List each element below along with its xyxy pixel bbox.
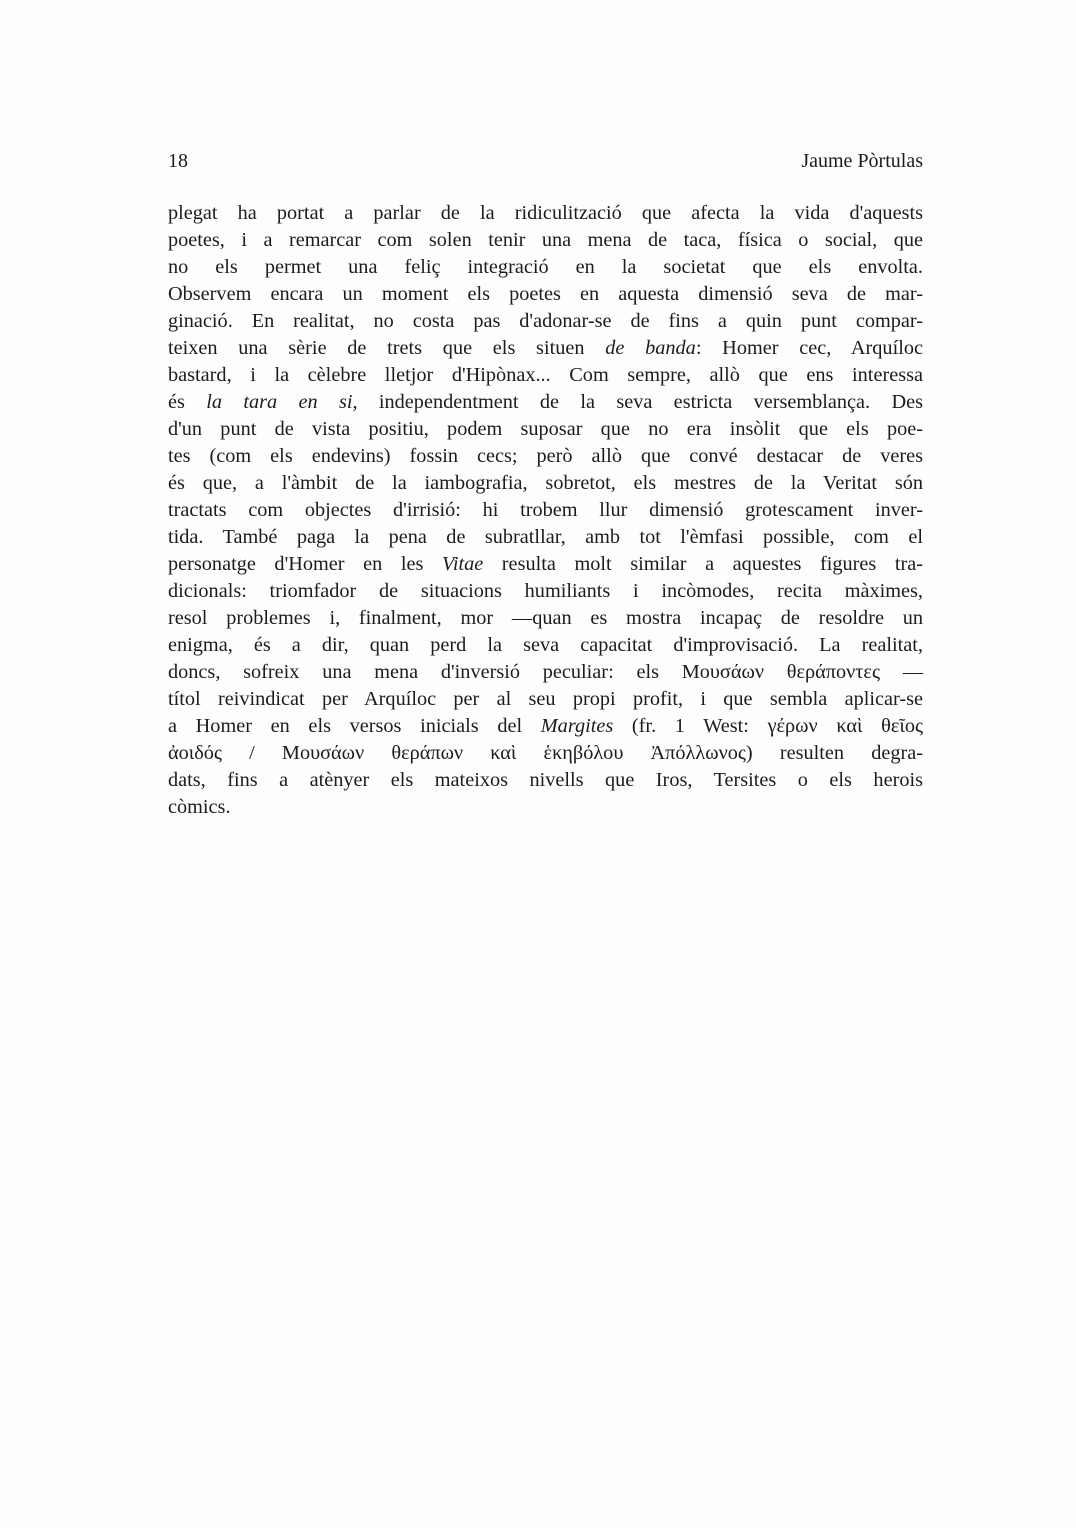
- text-segment: dats, fins a atènyer els mateixos nivells que Iros, Tersites o els herois: [168, 769, 923, 791]
- text-line: [168, 794, 923, 821]
- text-segment: a Homer en els versos inicials del: [168, 715, 541, 737]
- italic-text: la tara en si: [206, 391, 353, 413]
- text-line: [168, 578, 923, 605]
- text-segment: tes (com els endevins) fossin cecs; però allò que convé destacar de veres: [168, 445, 923, 467]
- text-line: [168, 632, 923, 659]
- text-segment: resulta molt similar a aquestes figures tra-: [483, 553, 923, 575]
- text-line: [168, 362, 923, 389]
- text-line: [168, 335, 923, 362]
- text-line: [168, 200, 923, 227]
- page-number: 18: [168, 150, 188, 172]
- text-segment: tractats com objectes d'irrisió: hi trobem llur dimensió grotescament inver-: [168, 499, 923, 521]
- running-title: Jaume Pòrtulas: [801, 150, 923, 172]
- text-segment: personatge d'Homer en les: [168, 553, 442, 575]
- text-segment: resol problemes i, finalment, mor —quan es mostra incapaç de resoldre un: [168, 607, 923, 629]
- text-line: [168, 686, 923, 713]
- text-segment: títol reivindicat per Arquíloc per al seu propi profit, i que sembla aplicar-se: [168, 688, 923, 710]
- text-segment: és que, a l'àmbit de la iambografia, sobretot, els mestres de la Veritat són: [168, 472, 923, 494]
- text-line: [168, 659, 923, 686]
- italic-text: Margites: [540, 715, 614, 737]
- text-segment: còmics.: [168, 796, 231, 818]
- text-line: [168, 389, 923, 416]
- text-segment: : Homer cec, Arquíloc: [695, 337, 923, 359]
- text-segment: (fr. 1 West: γέρων καὶ θεῖος: [613, 715, 923, 737]
- body-paragraph: [168, 200, 923, 821]
- italic-text: Vitae: [441, 553, 484, 575]
- text-segment: plegat ha portat a parlar de la ridiculització que afecta la vida d'aquests: [168, 202, 923, 224]
- text-segment: dicionals: triomfador de situacions humiliants i incòmodes, recita màximes,: [168, 580, 923, 602]
- text-segment: teixen una sèrie de trets que els situen: [168, 337, 606, 359]
- text-segment: ἀοιδός / Μουσάων θεράπων καὶ ἑκηβόλου Ἀπόλλωνος) resulten degra-: [168, 742, 923, 764]
- text-line: [168, 740, 923, 767]
- running-head: [168, 150, 923, 178]
- text-line: [168, 308, 923, 335]
- text-segment: Observem encara un moment els poetes en aquesta dimensió seva de mar-: [168, 283, 923, 305]
- text-line: [168, 416, 923, 443]
- italic-text: de banda: [605, 337, 696, 359]
- text-segment: d'un punt de vista positiu, podem suposar que no era insòlit que els poe-: [168, 418, 923, 440]
- text-line: [168, 497, 923, 524]
- text-segment: no els permet una feliç integració en la societat que els envolta.: [168, 256, 923, 278]
- text-segment: tida. També paga la pena de subratllar, amb tot l'èmfasi possible, com el: [168, 526, 923, 548]
- text-line: [168, 227, 923, 254]
- text-segment: enigma, és a dir, quan perd la seva capacitat d'improvisació. La realitat,: [168, 634, 923, 656]
- text-segment: poetes, i a remarcar com solen tenir una mena de taca, física o social, que: [168, 229, 923, 251]
- text-line: [168, 524, 923, 551]
- text-segment: doncs, sofreix una mena d'inversió peculiar: els Μουσάων θεράποντες —: [168, 661, 923, 683]
- text-line: [168, 551, 923, 578]
- text-segment: , independentment de la seva estricta versemblança. Des: [352, 391, 923, 413]
- text-segment: és: [168, 391, 207, 413]
- text-line: [168, 605, 923, 632]
- text-line: [168, 470, 923, 497]
- text-line: [168, 254, 923, 281]
- text-line: [168, 443, 923, 470]
- text-line: [168, 767, 923, 794]
- text-segment: ginació. En realitat, no costa pas d'adonar-se de fins a quin punt compar-: [168, 310, 923, 332]
- text-line: [168, 281, 923, 308]
- text-line: [168, 713, 923, 740]
- text-segment: bastard, i la cèlebre lletjor d'Hipònax... Com sempre, allò que ens interessa: [168, 364, 923, 386]
